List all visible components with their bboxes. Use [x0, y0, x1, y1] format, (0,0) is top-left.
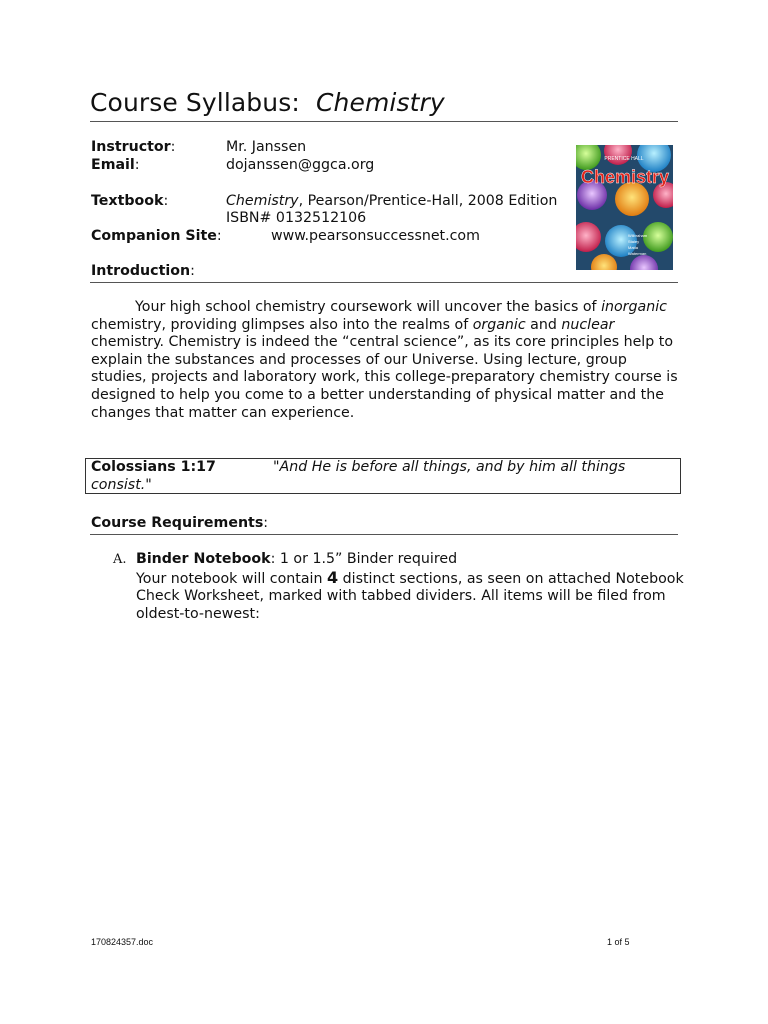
cover-author: Staley	[628, 239, 640, 244]
textbook-details: , Pearson/Prentice-Hall, 2008 Edition	[298, 193, 558, 209]
instructor-value: Mr. Janssen	[226, 139, 307, 155]
cover-series: PRENTICE HALL	[604, 156, 644, 162]
textbook-row	[91, 193, 168, 209]
section-count: 4	[326, 567, 339, 587]
introduction-heading-label: Introduction	[91, 263, 191, 279]
footer-page-number: 1 of 5	[607, 937, 630, 947]
intro-emphasis: organic	[472, 316, 526, 333]
companion-row	[91, 228, 222, 244]
page-title	[90, 88, 445, 117]
instructor-row	[91, 139, 175, 155]
cover-author: Wilbraham	[628, 233, 648, 238]
requirement-title-suffix: : 1 or 1.5” Binder required	[270, 551, 458, 567]
email-label: Email	[91, 157, 135, 173]
cover-author: Waterman	[628, 251, 647, 256]
verse-text-line2: consist.	[91, 477, 146, 493]
isbn-value: ISBN# 0132512106	[226, 210, 367, 226]
textbook-title: Chemistry	[226, 193, 299, 209]
intro-text: Your high school chemistry coursework will uncover the basics of	[135, 299, 602, 315]
colon: :	[134, 157, 140, 173]
textbook-value	[226, 193, 557, 209]
instructor-label: Instructor	[91, 139, 171, 155]
intro-emphasis: nuclear	[561, 316, 615, 333]
cover-art	[576, 145, 673, 270]
requirement-text: Your notebook will contain	[136, 570, 327, 587]
cover-author: Matta	[628, 245, 639, 250]
email-value[interactable]: dojanssen@ggca.org	[226, 157, 375, 173]
textbook-label: Textbook	[91, 193, 164, 209]
colon: :	[263, 515, 269, 531]
verse-text-line1: "And He is before all things, and by him all things	[273, 459, 626, 475]
introduction-heading	[91, 263, 195, 279]
intro-text: chemistry, providing glimpses also into the realms of	[91, 316, 473, 333]
requirement-title: Binder Notebook	[136, 551, 271, 567]
colon: :	[216, 228, 222, 244]
introduction-paragraph	[91, 299, 681, 422]
list-marker: A.	[113, 552, 127, 567]
introduction-rule	[90, 282, 678, 283]
cover-title: Chemistry	[580, 167, 670, 187]
verse-text-end: "	[145, 477, 152, 493]
title-subject: Chemistry	[315, 88, 445, 117]
footer-filename: 170824357.doc	[91, 937, 154, 947]
intro-emphasis: inorganic	[601, 299, 667, 315]
colon: :	[190, 263, 195, 279]
requirement-body	[136, 551, 696, 623]
companion-label: Companion Site	[91, 228, 217, 244]
colon: :	[163, 193, 169, 209]
requirements-heading	[91, 515, 268, 531]
colon: :	[170, 139, 176, 155]
intro-text: and	[525, 316, 562, 333]
textbook-cover-image	[576, 145, 673, 270]
verse-box	[85, 458, 681, 494]
intro-text: chemistry. Chemistry is indeed the “central science”, as its core principles help to explain the substances and processes of our Universe. Using lecture, group studies, projects and laboratory work, this college-preparatory chemistry course is designed to help you come to a better understanding of physical matter and the changes that matter can experience.	[91, 334, 678, 421]
title-rule	[90, 121, 678, 122]
requirement-text: distinct sections, as seen on attached Notebook Check Worksheet, marked with tabbed dividers. All items will be filed from oldest-to-newest:	[136, 570, 684, 622]
companion-value[interactable]: www.pearsonsuccessnet.com	[271, 228, 480, 244]
title-prefix: Course Syllabus:	[90, 88, 300, 117]
verse-reference: Colossians 1:17	[91, 459, 216, 475]
email-row	[91, 157, 140, 173]
requirements-heading-label: Course Requirements	[91, 515, 264, 531]
requirements-rule	[90, 534, 678, 535]
